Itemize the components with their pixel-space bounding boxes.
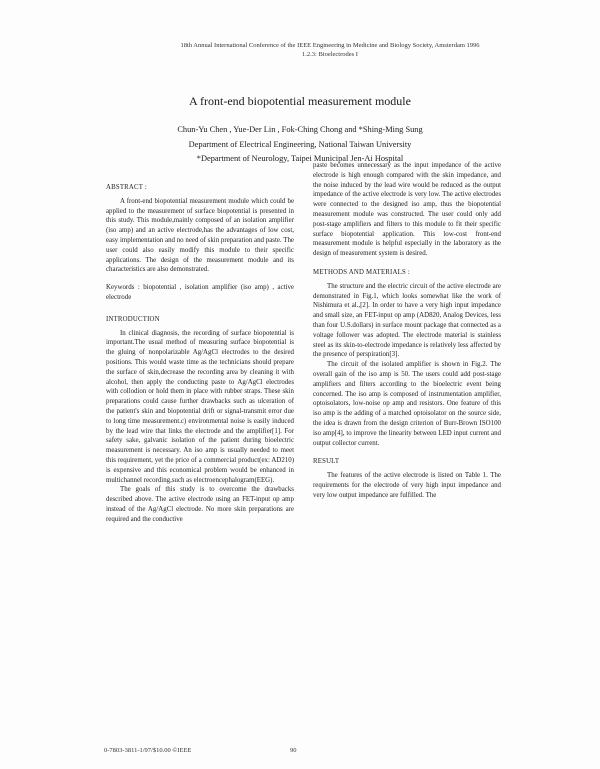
affiliation-2: *Department of Neurology, Taipei Municipal Jen-Ai Hospital [196,154,404,163]
result-heading: RESULT [313,458,340,466]
conference-header: 18th Annual International Conference of the IEEE Engineering in Medicine and Biology Society, Amsterdam 1996 [180,42,480,49]
abstract-heading: ABSTRACT : [106,184,147,191]
methods-paragraph-1: The structure and the electric circuit of the active electrode are demonstrated in Fig.1, which looks somewhat like the work of Nishimura et al.,[2]. In order to have a very high input impedance and small size, an FET-input op amp (AD820, Analog Devices, less than four U.S.dollars) in surface mount package that connected as a voltage follower was adopted. The electrode material is stainless steel as its skin-to-electrode impedance is relatively less affected by the presence of perspiration[3]. [313,282,501,359]
continued-paragraph: paste becomes unnecessary as the input impedance of the active electrode is high enough compared with the skin impedance, and the noise induced by the lead wire would be reduced as the output impedance of the active electrode is very low. The active electrodes were connected to the designed iso amp, thus the biopotential measurement module was constructed. The user could only add post-stage amplifiers and filters to this module to fit their specific surface biopotential application. This low-cost front-end measurement module is helpful especially in the laboratory as the design of measurement system is desired. [313,162,501,258]
introduction-heading: INTRODUCTION [106,315,160,323]
keywords-text: Keywords : biopotential , isolation amplifier (iso amp) , active electrode [106,284,294,301]
author-list: Chun-Yu Chen , Yue-Der Lin , Fok-Ching Chong and *Shing-Ming Sung [177,125,423,134]
abstract-text: A front-end biopotential measurement module which could be applied to the measurement of surface biopotential is presented in this study. This module,mainly composed of an isolation amplifier (iso amp) and an active electrode,has the advantages of low cost, easy implementation and no need of skin preparation and paste. The user could also easily modify this module to their specific applications. The design of the measurement module and its characteristics are also demonstrated. [106,197,294,274]
page-number: 90 [290,747,297,754]
right-column [313,161,501,501]
methods-paragraph-2: The circuit of the isolated amplifier is shown in Fig.2. The overall gain of the iso amp is 50. The users could add post-stage amplifiers and filters according to the bioelectric event being concerned. The iso amp is composed of instrumentation amplifier, optoisolators, low-noise op amp and resistors. One feature of this iso amp is the adding of a matched optoisolator on the source side, the idea is drawn from the design criterion of Burr-Brown ISO100 iso amp[4], to improve the linearity between LED input current and output collector current. [313,361,501,447]
paper-title: A front-end biopotential measurement module [189,94,411,108]
introduction-paragraph-2: The goals of this study is to overcome the drawbacks described above. The active electrode using an FET-input op amp instead of the Ag/AgCl electrode. No more skin preparations are required and the conductive [106,486,294,523]
copyright-code: 0-7803-3811-1/97/$10.00 ©IEEE [104,747,192,754]
affiliation-1: Department of Electrical Engineering, National Taiwan University [188,140,412,149]
methods-heading: METHODS AND MATERIALS : [313,268,410,276]
introduction-paragraph-1: In clinical diagnosis, the recording of surface biopotential is important.The usual method of measuring surface biopotential is the gluing of nonpolarizable Ag/AgCl electrodes to the desired positions. This would waste time as the technicians should prepare the surface of skin,decrease the recording area by cleaning it with alcohol, then apply the conducting paste to Ag/AgCl electrodes with collodion or hold them in place with rubber straps. These skin preparations could cause further drawbacks such as ulceration of the patient's skin and biopotential drift or signal-transmit error due to long time measurement.c) environmental noise is easily induced by the lead wire that links the electrode and the amplifier[1]. For safety sake, galvanic isolation of the patient during bioelectric measurement is necessary. An iso amp is usually needed to meet this requirement, yet the price of a commercial product(ex: AD210) is expensive and this economical problem would be enhanced in multichannel recording,such as electroencephalogram(EEG). [106,329,294,484]
result-paragraph: The features of the active electrode is listed on Table 1. The requirements for the electrode of very high input impedance and very low output impedance are fulfilled. The [313,472,501,499]
session-header: 1.2.3: Bioelectrodes I [302,51,358,58]
left-column [106,183,294,525]
